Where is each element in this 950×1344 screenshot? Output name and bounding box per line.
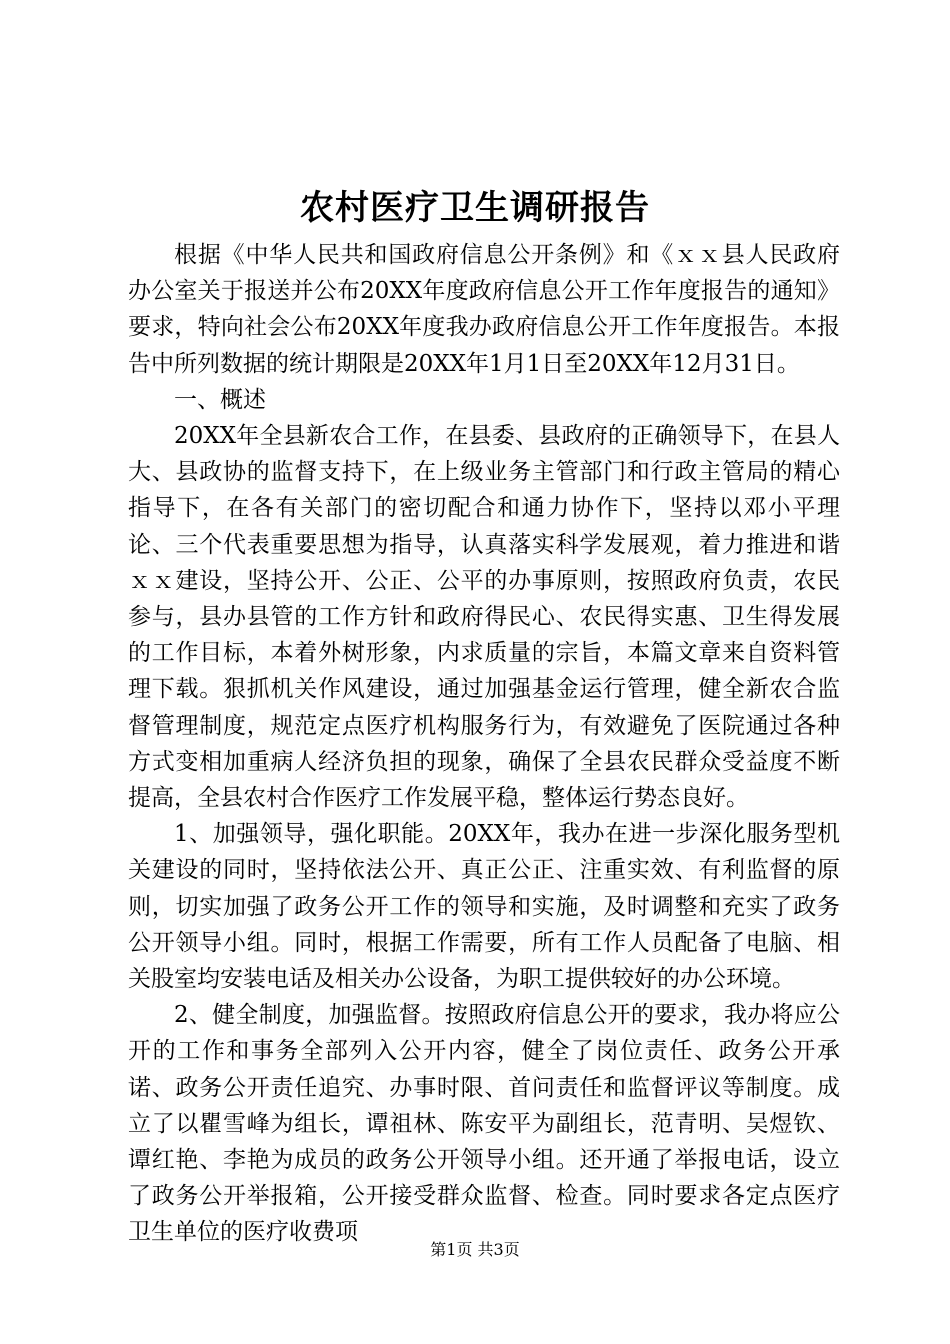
paragraph-item-2: 2、健全制度，加强监督。按照政府信息公开的要求，我办将应公开的工作和事务全部列入公开内容，健全了岗位责任、政务公开承诺、政务公开责任追究、办事时限、首问责任和监督评议等制度。成立了以瞿雪峰为组长，谭祖林、陈安平为副组长，范青明、吴煜钦、谭红艳、李艳为成员的政务公开领导小组。还开通了举报电话，设立了政务公开举报箱，公开接受群众监督、检查。同时要求各定点医疗卫生单位的医疗收费项	[128, 1002, 840, 1246]
paragraph-item-1: 1、加强领导，强化职能。20XX年，我办在进一步深化服务型机关建设的同时，坚持依法公开、真正公正、注重实效、有利监督的原则，切实加强了政务公开工作的领导和实施，及时调整和充实了政务公开领导小组。同时，根据工作需要，所有工作人员配备了电脑、相关股室均安装电话及相关办公设备，为职工提供较好的办公环境。	[128, 821, 840, 993]
section-heading-overview: 一、概述	[174, 386, 266, 413]
paragraph-intro: 根据《中华人民共和国政府信息公开条例》和《ｘｘ县人民政府办公室关于报送并公布20XX年度政府信息公开工作年度报告的通知》要求，特向社会公布20XX年度我办政府信息公开工作年度报告。本报告中所列数据的统计期限是20XX年1月1日至20XX年12月31日。	[128, 242, 840, 377]
document-body	[128, 237, 840, 1251]
page-footer: 第1页 共3页	[430, 1240, 520, 1259]
document-title: 农村医疗卫生调研报告	[300, 188, 650, 228]
paragraph-overview: 20XX年全县新农合工作，在县委、县政府的正确领导下，在县人大、县政协的监督支持下，在上级业务主管部门和行政主管局的精心指导下，在各有关部门的密切配合和通力协作下，坚持以邓小平理论、三个代表重要思想为指导，认真落实科学发展观，着力推进和谐ｘｘ建设，坚持公开、公正、公平的办事原则，按照政府负责，农民参与，县办县管的工作方针和政府得民心、农民得实惠、卫生得发展的工作目标，本着外树形象，内求质量的宗旨，本篇文章来自资料管理下载。狠抓机关作风建设，通过加强基金运行管理，健全新农合监督管理制度，规范定点医疗机构服务行为，有效避免了医院通过各种方式变相加重病人经济负担的现象，确保了全县农民群众受益度不断提高，全县农村合作医疗工作发展平稳，整体运行势态良好。	[128, 423, 840, 812]
